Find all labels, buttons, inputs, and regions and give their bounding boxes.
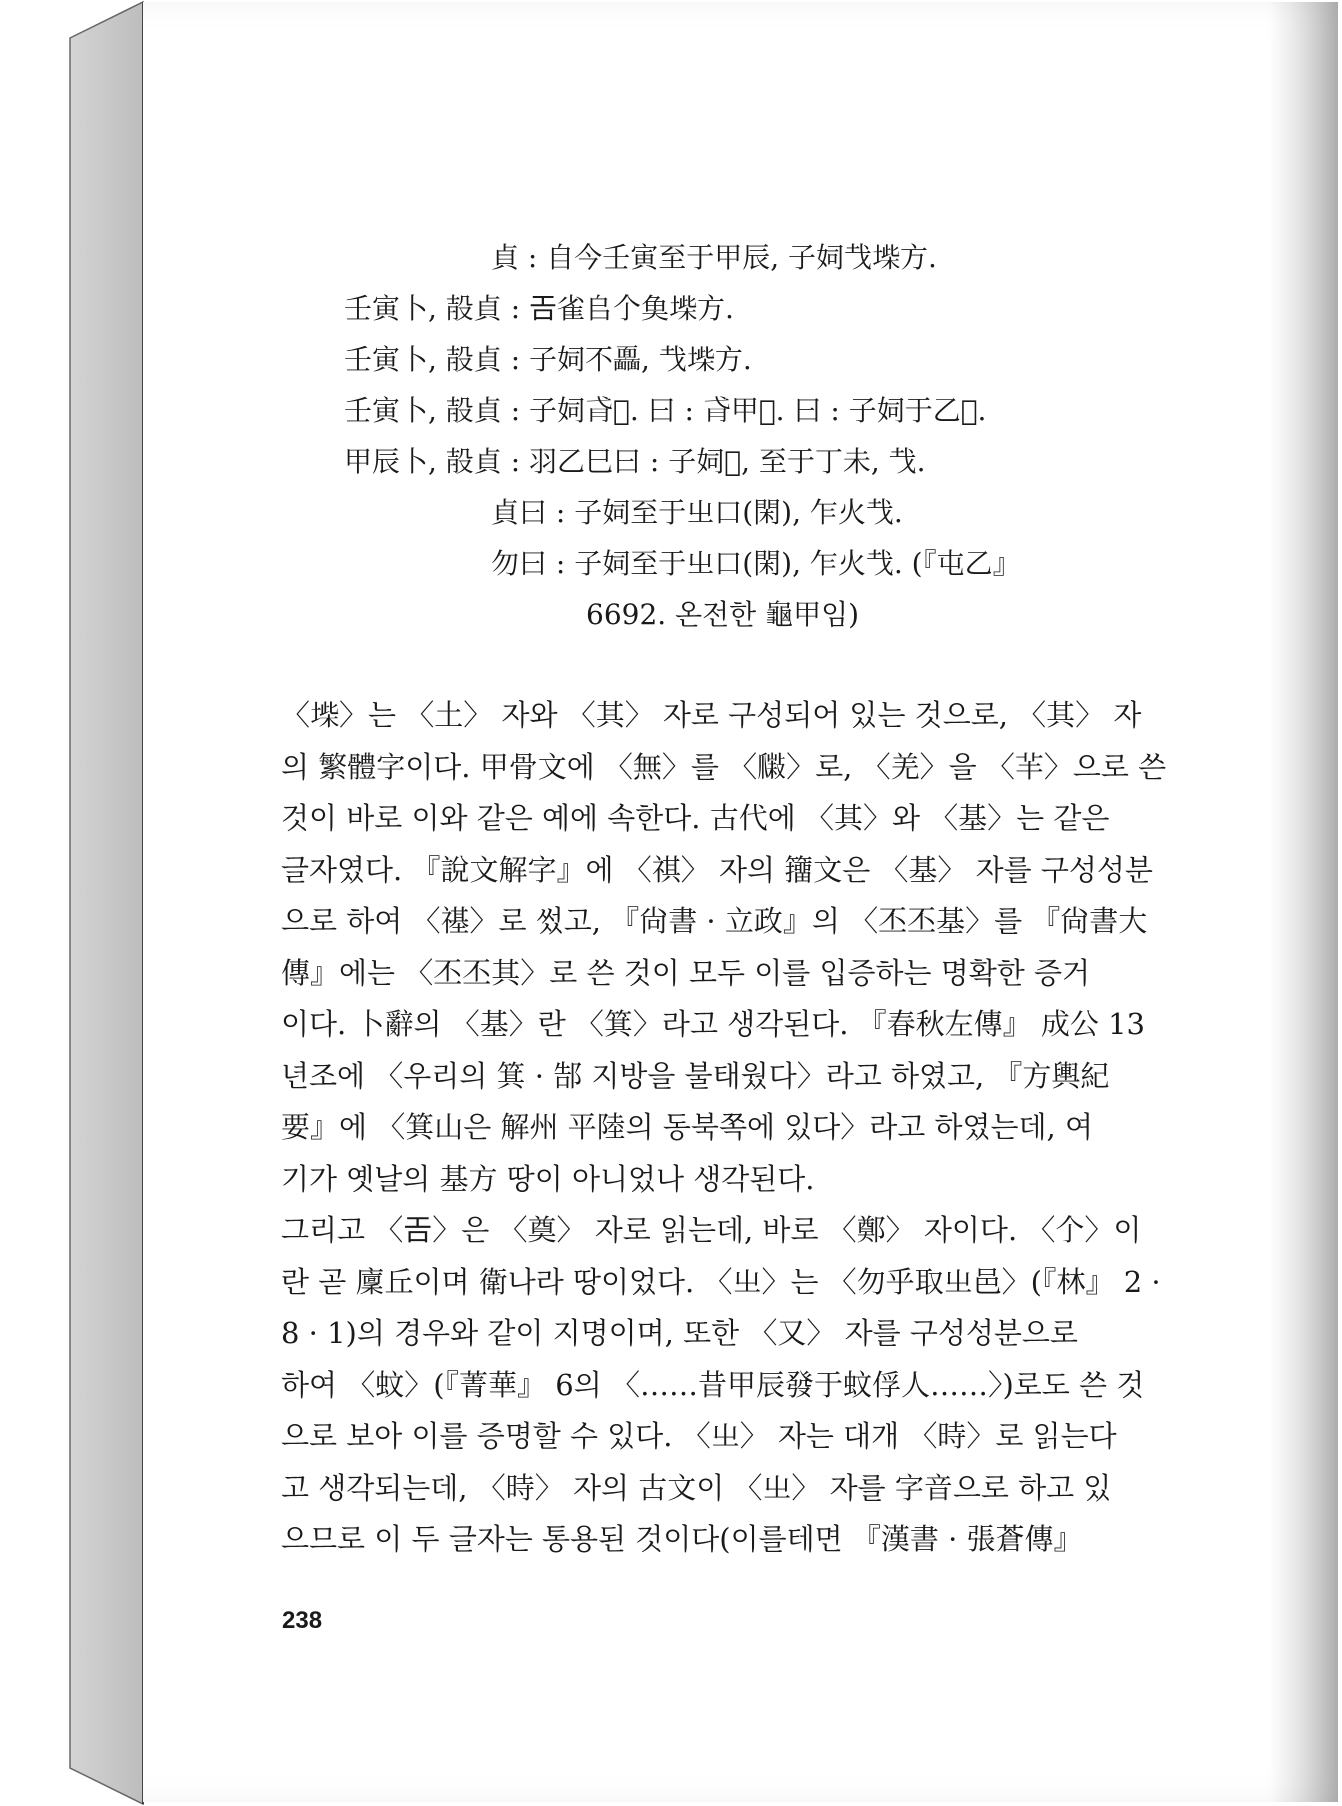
book-spine-edge	[0, 0, 145, 1806]
inscription-line: 壬寅卜, 㱿貞 : 子㚸𢎀𦎫. 曰 : 𢎀甲𦎫. 曰 : 子㚸于乙𦎫.	[344, 394, 987, 427]
page-number: 238	[282, 1607, 323, 1634]
inscription-line: 勿曰 : 子㚸至于㞢口(閑), 乍火𢦏. (『屯乙』	[491, 547, 1021, 580]
inscription-line: 貞曰 : 子㚸至于㞢口(閑), 乍火𢦏.	[491, 496, 903, 529]
book-page	[143, 2, 1338, 1802]
page-shadow	[1268, 2, 1338, 1802]
body-paragraphs: 〈𡍥〉는 〈土〉 자와 〈其〉 자로 구성되어 있는 것으로, 〈其〉 자 의 繁體字이다. 甲骨文에 〈無〉를 〈𤔮〉로, 〈羌〉을 〈𦍋〉으로 쓴 것이 바로 이와 같은 예에 속한다. 古代에 〈其〉와 〈基〉는 같은 글자였다. 『說文解字』에 〈祺〉 자의 籒文은 〈基〉 자를 구성성분 으로 하여 〈禥〉로 썼고, 『尙書 · 立政』의 〈丕丕基〉를 『尙書大 傳』에는 〈丕丕其〉로 쓴 것이 모두 이를 입증하는 명확한 증거 이다. 卜辭의 〈基〉란 〈箕〉라고 생각된다. 『春秋左傳』 成公 13 년조에 〈우리의 箕 · 郜 지방을 불태웠다〉라고 하였고, 『方輿紀 要』에 〈箕山은 解州 平陸의 동북쪽에 있다〉라고 하였는데, 여 기가 옛날의 基方 땅이 아니었나 생각된다. 그리고 〈𢀛〉은 〈奠〉 자로 읽는데, 바로 〈鄭〉 자이다. 〈𠆤〉이 란 곧 廩丘이며 衛나라 땅이었다. 〈㞢〉는 〈勿乎取㞢邑〉(『林』 2 · 8 · 1)의 경우와 같이 지명이며, 또한 〈又〉 자를 구성성분으로 하여 〈蚊〉(『菁華』 6의 〈……昔甲辰發于蚊俘人……〉)로도 쓴 것 으로 보아 이를 증명할 수 있다. 〈㞢〉 자는 대개 〈時〉로 읽는다 고 생각되는데, 〈時〉 자의 古文이 〈㞢〉 자를 字音으로 하고 있 으므로 이 두 글자는 통용된 것이다(이를테면 『漢書 · 張蒼傳』	[281, 698, 1167, 1556]
inscription-citation: 6692. 온전한 龜甲임)	[586, 598, 860, 631]
inscription-line: 壬寅卜, 㱿貞 : 子㚸不𩉖, 𢦏𡍥方.	[344, 343, 752, 376]
inscription-line: 甲辰卜, 㱿貞 : 羽乙巳曰 : 子㚸𦎫, 至于丁未, 𢦏.	[344, 445, 926, 478]
inscription-line: 貞 : 自今壬寅至于甲辰, 子㚸𢦏𡍥方.	[491, 241, 937, 274]
inscription-line: 壬寅卜, 㱿貞 : 𢀛雀𠂤𠆤𩵋𡍥方.	[344, 292, 734, 325]
